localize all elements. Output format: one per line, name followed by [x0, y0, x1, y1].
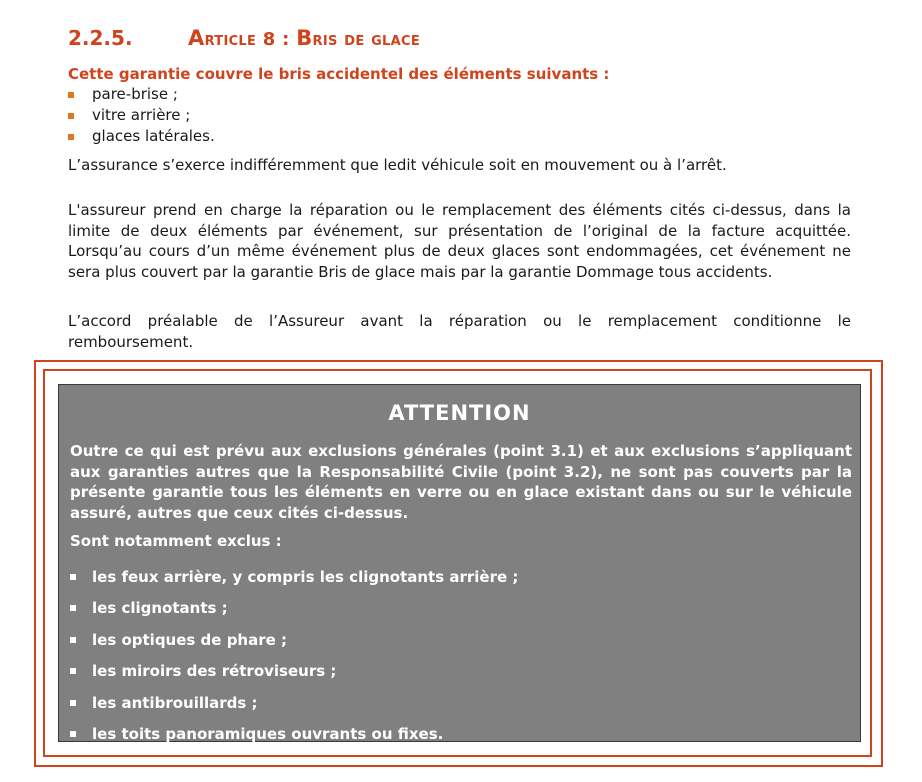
list-item: les antibrouillards ; [70, 687, 518, 719]
square-bullet-icon [68, 92, 74, 98]
square-bullet-icon [68, 134, 74, 140]
covered-items-list [68, 84, 215, 147]
paragraph-movement: L’assurance s’exerce indifféremment que ledit véhicule soit en mouvement ou à l’arrêt. [68, 156, 727, 174]
square-bullet-icon [68, 113, 74, 119]
list-item: les clignotants ; [70, 593, 518, 625]
square-bullet-icon [70, 605, 76, 611]
attention-box [58, 384, 861, 742]
square-bullet-icon [70, 637, 76, 643]
list-item: glaces latérales. [68, 126, 215, 147]
section-title: Article 8 : Bris de glace [188, 26, 420, 50]
section-heading [68, 26, 420, 58]
exclusions-list [70, 561, 518, 750]
list-item: les feux arrière, y compris les clignotants arrière ; [70, 561, 518, 593]
list-item: les optiques de phare ; [70, 624, 518, 656]
list-item: vitre arrière ; [68, 105, 215, 126]
list-item: les toits panoramiques ouvrants ou fixes. [70, 719, 518, 751]
paragraph-prior-agreement: L’accord préalable de l’Assureur avant la réparation ou le remplacement conditionne le remboursement. [68, 312, 851, 351]
square-bullet-icon [70, 700, 76, 706]
coverage-intro: Cette garantie couvre le bris accidentel des éléments suivants : [68, 65, 610, 83]
paragraph-coverage-limit: L'assureur prend en charge la réparation ou le remplacement des éléments cités ci-dessus, dans la limite de deux éléments par événement, sur présentation de l’original de la facture acquittée. Lorsqu’au cours d’un même événement plus de deux glaces sont endommagées, cet événement ne sera plus couvert par la garantie Bris de glace mais par la garantie Dommage tous accidents. [68, 201, 851, 281]
exclusions-subheading: Sont notamment exclus : [70, 532, 282, 550]
section-number: 2.2.5. [68, 26, 133, 50]
square-bullet-icon [70, 731, 76, 737]
square-bullet-icon [70, 574, 76, 580]
attention-title: ATTENTION [388, 401, 531, 425]
list-item: les miroirs des rétroviseurs ; [70, 656, 518, 688]
square-bullet-icon [70, 668, 76, 674]
attention-body: Outre ce qui est prévu aux exclusions générales (point 3.1) et aux exclusions s’appliquant aux garanties autres que la Responsabilité Civile (point 3.2), ne sont pas couverts par la présente garantie tous les éléments en verre ou en glace existant dans ou sur le véhicule assuré, autres que ceux cités ci-dessus. [70, 442, 852, 522]
list-item: pare-brise ; [68, 84, 215, 105]
